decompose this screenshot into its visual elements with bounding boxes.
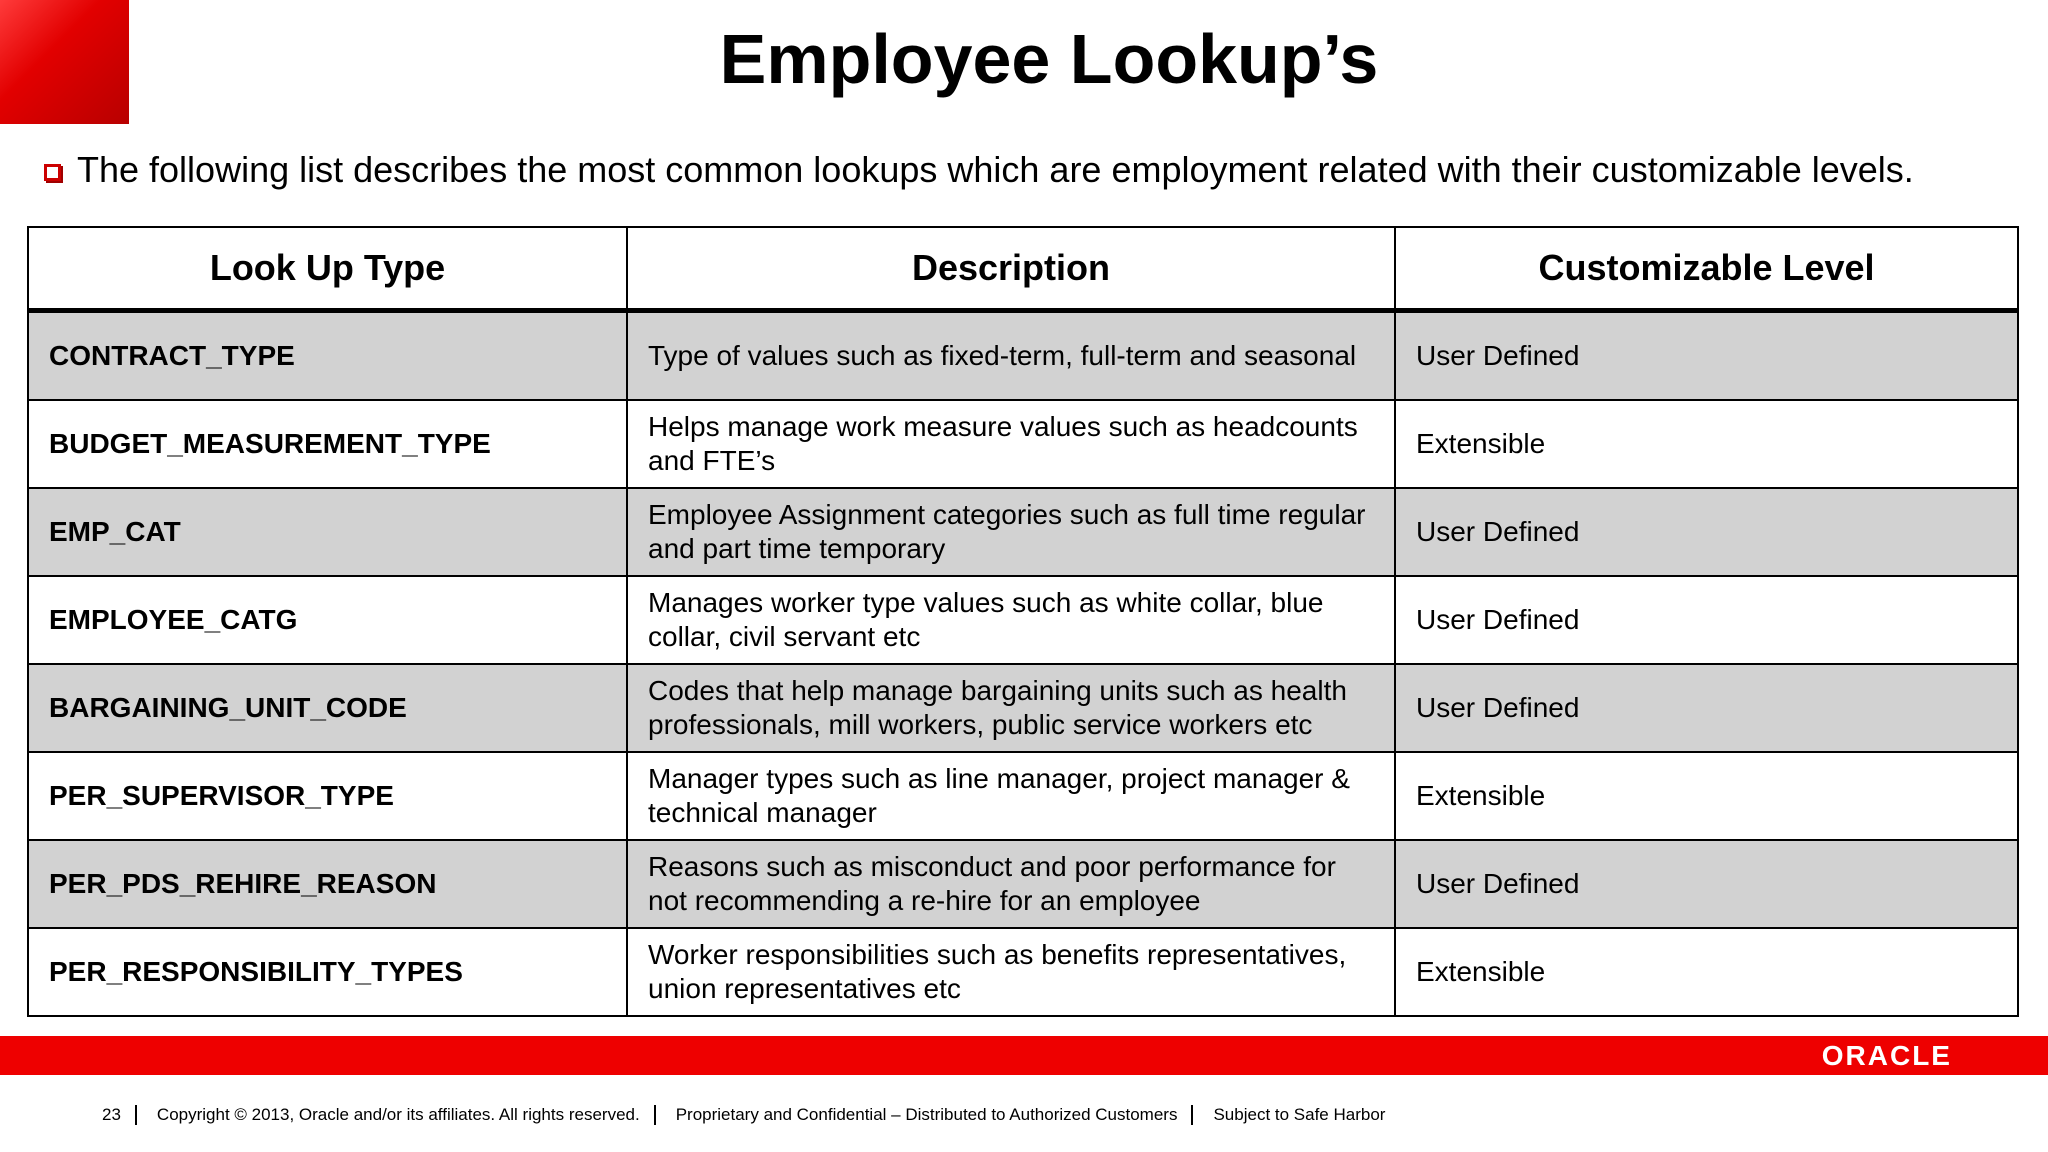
level-cell: Extensible xyxy=(1395,928,2018,1016)
square-bullet-icon xyxy=(44,164,61,181)
footer-divider xyxy=(135,1105,137,1125)
intro-bullet xyxy=(44,148,1914,192)
description-cell: Reasons such as misconduct and poor performance for not recommending a re-hire for an employee xyxy=(627,840,1395,928)
description-cell: Employee Assignment categories such as full time regular and part time temporary xyxy=(627,488,1395,576)
table-row xyxy=(28,752,2018,840)
description-cell: Helps manage work measure values such as headcounts and FTE’s xyxy=(627,400,1395,488)
table-row xyxy=(28,840,2018,928)
page-number: 23 xyxy=(102,1105,121,1124)
lookup-type-cell: BARGAINING_UNIT_CODE xyxy=(28,664,627,752)
footer-red-band xyxy=(0,1036,2048,1075)
intro-bullet-text: The following list describes the most common lookups which are employment related with their customizable levels. xyxy=(77,149,1914,190)
description-cell: Worker responsibilities such as benefits representatives, union representatives etc xyxy=(627,928,1395,1016)
level-cell: User Defined xyxy=(1395,311,2018,401)
table-row xyxy=(28,400,2018,488)
level-cell: User Defined xyxy=(1395,840,2018,928)
description-cell: Type of values such as fixed-term, full-term and seasonal xyxy=(627,311,1395,401)
lookup-type-cell: CONTRACT_TYPE xyxy=(28,311,627,401)
footer-divider xyxy=(1191,1105,1193,1125)
footer-divider xyxy=(654,1105,656,1125)
slide-title: Employee Lookup’s xyxy=(719,20,1379,98)
table-row xyxy=(28,664,2018,752)
level-cell: User Defined xyxy=(1395,576,2018,664)
footer xyxy=(102,1104,1385,1126)
description-cell: Manager types such as line manager, project manager & technical manager xyxy=(627,752,1395,840)
lookup-type-cell: BUDGET_MEASUREMENT_TYPE xyxy=(28,400,627,488)
lookup-type-cell: PER_RESPONSIBILITY_TYPES xyxy=(28,928,627,1016)
table-row xyxy=(28,311,2018,401)
header-look-up-type: Look Up Type xyxy=(28,227,627,311)
lookup-table xyxy=(27,226,2019,1017)
table-row xyxy=(28,928,2018,1016)
safe-harbor-text: Subject to Safe Harbor xyxy=(1213,1105,1386,1124)
lookup-type-cell: EMPLOYEE_CATG xyxy=(28,576,627,664)
lookup-type-cell: EMP_CAT xyxy=(28,488,627,576)
header-customizable-level: Customizable Level xyxy=(1395,227,2018,311)
table-row xyxy=(28,488,2018,576)
table-header-row xyxy=(28,227,2018,311)
oracle-logo: ORACLE xyxy=(1821,1040,1952,1071)
confidential-text: Proprietary and Confidential – Distributed to Authorized Customers xyxy=(675,1105,1178,1124)
copyright-text: Copyright © 2013, Oracle and/or its affiliates. All rights reserved. xyxy=(156,1105,640,1124)
lookup-type-cell: PER_PDS_REHIRE_REASON xyxy=(28,840,627,928)
level-cell: Extensible xyxy=(1395,752,2018,840)
description-cell: Manages worker type values such as white collar, blue collar, civil servant etc xyxy=(627,576,1395,664)
table-row xyxy=(28,576,2018,664)
lookup-type-cell: PER_SUPERVISOR_TYPE xyxy=(28,752,627,840)
level-cell: User Defined xyxy=(1395,488,2018,576)
header-description: Description xyxy=(627,227,1395,311)
description-cell: Codes that help manage bargaining units such as health professionals, mill workers, public service workers etc xyxy=(627,664,1395,752)
level-cell: Extensible xyxy=(1395,400,2018,488)
level-cell: User Defined xyxy=(1395,664,2018,752)
